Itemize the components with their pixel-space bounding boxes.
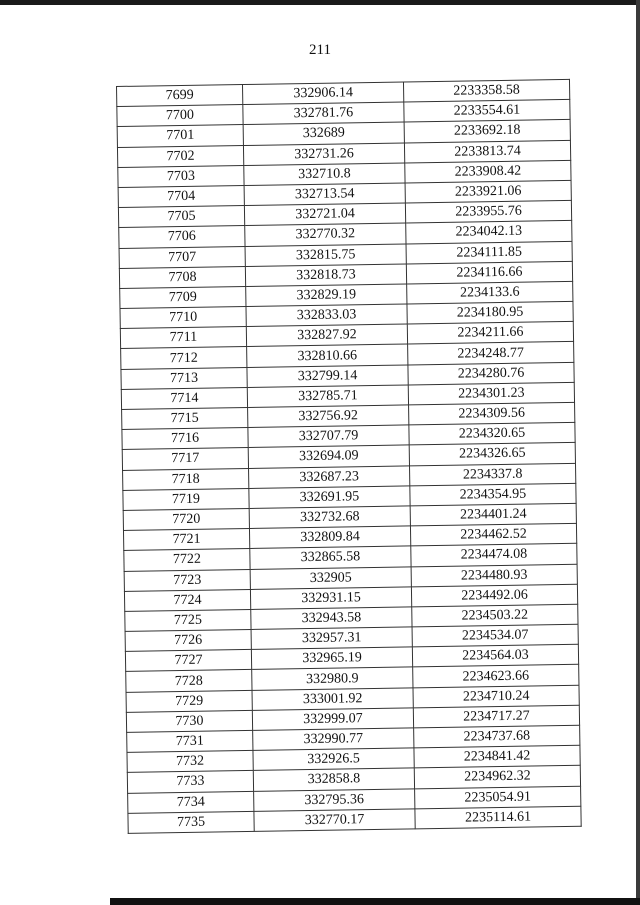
- x-coordinate-cell: 332980.9: [252, 667, 413, 690]
- x-coordinate-cell: 332990.77: [253, 728, 414, 751]
- point-id-cell: 7735: [128, 811, 254, 833]
- x-coordinate-cell: 332770.32: [245, 223, 406, 246]
- point-id-cell: 7707: [119, 246, 245, 268]
- x-coordinate-cell: 332833.03: [246, 304, 407, 327]
- point-id-cell: 7700: [117, 105, 243, 127]
- page-number: 211: [309, 42, 331, 58]
- y-coordinate-cell: 2234480.93: [411, 564, 577, 587]
- point-id-cell: 7728: [126, 670, 252, 692]
- x-coordinate-cell: 332931.15: [250, 587, 411, 610]
- x-coordinate-cell: 332815.75: [245, 243, 406, 266]
- x-coordinate-cell: 332781.76: [243, 102, 404, 125]
- y-coordinate-cell: 2234623.66: [413, 665, 579, 688]
- y-coordinate-cell: 2234337.8: [409, 463, 575, 486]
- point-id-cell: 7722: [124, 549, 250, 571]
- point-id-cell: 7726: [125, 630, 251, 652]
- y-coordinate-cell: 2233813.74: [404, 140, 570, 163]
- y-coordinate-cell: 2234180.95: [407, 301, 573, 324]
- x-coordinate-cell: 332694.09: [248, 445, 409, 468]
- point-id-cell: 7718: [123, 468, 249, 490]
- point-id-cell: 7725: [125, 609, 251, 631]
- point-id-cell: 7705: [118, 206, 244, 228]
- scan-edge-top: [0, 0, 640, 5]
- x-coordinate-cell: 332906.14: [242, 82, 403, 105]
- x-coordinate-cell: 332713.54: [244, 183, 405, 206]
- x-coordinate-cell: 332795.36: [254, 788, 415, 811]
- y-coordinate-cell: 2234474.08: [411, 544, 577, 567]
- y-coordinate-cell: 2234462.52: [410, 523, 576, 546]
- y-coordinate-cell: 2234564.03: [412, 645, 578, 668]
- y-coordinate-cell: 2234841.42: [414, 745, 580, 768]
- point-id-cell: 7727: [125, 650, 251, 672]
- y-coordinate-cell: 2235054.91: [415, 786, 581, 809]
- y-coordinate-cell: 2234211.66: [407, 322, 573, 345]
- point-id-cell: 7708: [119, 266, 245, 288]
- y-coordinate-cell: 2234116.66: [406, 261, 572, 284]
- x-coordinate-cell: 332905: [250, 566, 411, 589]
- x-coordinate-cell: 332818.73: [245, 264, 406, 287]
- y-coordinate-cell: 2234717.27: [413, 705, 579, 728]
- y-coordinate-cell: 2234133.6: [407, 281, 573, 304]
- y-coordinate-cell: 2234354.95: [410, 483, 576, 506]
- y-coordinate-cell: 2234492.06: [411, 584, 577, 607]
- y-coordinate-cell: 2233554.61: [404, 100, 570, 123]
- point-id-cell: 7699: [117, 85, 243, 107]
- x-coordinate-cell: 332943.58: [251, 607, 412, 630]
- point-id-cell: 7704: [118, 185, 244, 207]
- x-coordinate-cell: 332731.26: [243, 143, 404, 166]
- point-id-cell: 7713: [121, 367, 247, 389]
- x-coordinate-cell: 332858.8: [253, 768, 414, 791]
- y-coordinate-cell: 2233921.06: [405, 180, 571, 203]
- point-id-cell: 7706: [119, 226, 245, 248]
- point-id-cell: 7717: [122, 448, 248, 470]
- point-id-cell: 7703: [118, 165, 244, 187]
- point-id-cell: 7723: [124, 569, 250, 591]
- table-container: [116, 79, 582, 834]
- x-coordinate-cell: 332809.84: [249, 526, 410, 549]
- coordinates-table: [116, 79, 582, 834]
- y-coordinate-cell: 2234503.22: [412, 604, 578, 627]
- point-id-cell: 7721: [123, 529, 249, 551]
- y-coordinate-cell: 2234534.07: [412, 624, 578, 647]
- y-coordinate-cell: 2234309.56: [409, 402, 575, 425]
- y-coordinate-cell: 2234280.76: [408, 362, 574, 385]
- x-coordinate-cell: 332710.8: [244, 163, 405, 186]
- x-coordinate-cell: 332926.5: [253, 748, 414, 771]
- point-id-cell: 7734: [128, 791, 254, 813]
- table-body: [117, 79, 582, 833]
- y-coordinate-cell: 2234111.85: [406, 241, 572, 264]
- point-id-cell: 7714: [121, 387, 247, 409]
- y-coordinate-cell: 2234301.23: [408, 382, 574, 405]
- point-id-cell: 7709: [120, 286, 246, 308]
- point-id-cell: 7716: [122, 428, 248, 450]
- scan-edge-bottom: [110, 898, 640, 905]
- point-id-cell: 7701: [117, 125, 243, 147]
- scan-edge-right: [636, 0, 640, 905]
- x-coordinate-cell: 332707.79: [248, 425, 409, 448]
- point-id-cell: 7702: [117, 145, 243, 167]
- y-coordinate-cell: 2234042.13: [406, 221, 572, 244]
- point-id-cell: 7732: [127, 751, 253, 773]
- point-id-cell: 7731: [127, 730, 253, 752]
- x-coordinate-cell: 332687.23: [249, 465, 410, 488]
- point-id-cell: 7715: [122, 407, 248, 429]
- y-coordinate-cell: 2234737.68: [414, 725, 580, 748]
- point-id-cell: 7720: [123, 508, 249, 530]
- y-coordinate-cell: 2233908.42: [405, 160, 571, 183]
- point-id-cell: 7710: [120, 307, 246, 329]
- x-coordinate-cell: 332999.07: [252, 708, 413, 731]
- y-coordinate-cell: 2235114.61: [415, 806, 581, 829]
- y-coordinate-cell: 2234710.24: [413, 685, 579, 708]
- x-coordinate-cell: 332829.19: [246, 284, 407, 307]
- x-coordinate-cell: 333001.92: [252, 688, 413, 711]
- x-coordinate-cell: 332865.58: [250, 546, 411, 569]
- x-coordinate-cell: 332770.17: [254, 809, 415, 832]
- y-coordinate-cell: 2234962.32: [414, 766, 580, 789]
- point-id-cell: 7712: [121, 347, 247, 369]
- x-coordinate-cell: 332965.19: [251, 647, 412, 670]
- y-coordinate-cell: 2233955.76: [405, 200, 571, 223]
- x-coordinate-cell: 332721.04: [244, 203, 405, 226]
- x-coordinate-cell: 332957.31: [251, 627, 412, 650]
- x-coordinate-cell: 332827.92: [246, 324, 407, 347]
- y-coordinate-cell: 2234401.24: [410, 503, 576, 526]
- x-coordinate-cell: 332756.92: [248, 405, 409, 428]
- y-coordinate-cell: 2234248.77: [408, 342, 574, 365]
- point-id-cell: 7724: [124, 589, 250, 611]
- point-id-cell: 7719: [123, 488, 249, 510]
- x-coordinate-cell: 332799.14: [247, 365, 408, 388]
- point-id-cell: 7711: [120, 327, 246, 349]
- point-id-cell: 7729: [126, 690, 252, 712]
- x-coordinate-cell: 332689: [243, 122, 404, 145]
- y-coordinate-cell: 2233358.58: [403, 79, 569, 102]
- point-id-cell: 7730: [126, 710, 252, 732]
- y-coordinate-cell: 2234320.65: [409, 423, 575, 446]
- x-coordinate-cell: 332732.68: [249, 506, 410, 529]
- point-id-cell: 7733: [127, 771, 253, 793]
- y-coordinate-cell: 2234326.65: [409, 443, 575, 466]
- x-coordinate-cell: 332810.66: [247, 344, 408, 367]
- x-coordinate-cell: 332691.95: [249, 486, 410, 509]
- y-coordinate-cell: 2233692.18: [404, 120, 570, 143]
- x-coordinate-cell: 332785.71: [247, 385, 408, 408]
